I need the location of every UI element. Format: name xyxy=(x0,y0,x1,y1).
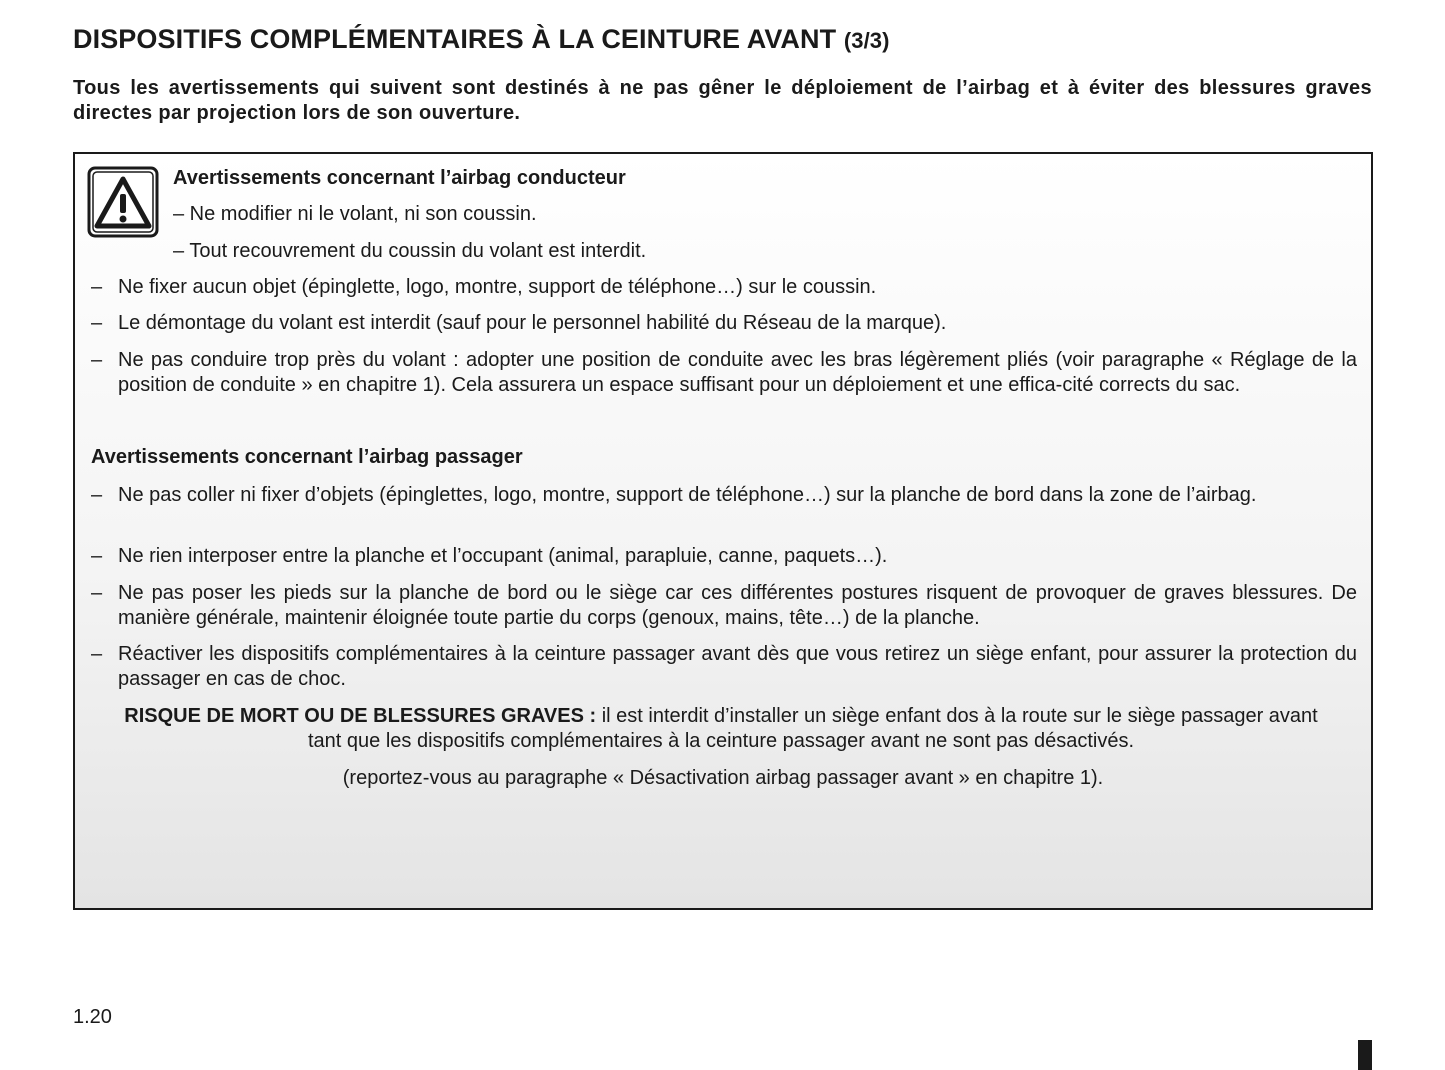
list-dash: – xyxy=(91,545,103,567)
driver-list-item-text: Ne pas conduire trop près du volant : adopter une position de conduite avec les bras légèrement pliés (voir paragraphe « Réglage de la position de conduite » en chapitre 1). Cela assurera un espace suffisant pour un déploiement et une effica-cité corrects du sac. xyxy=(118,349,1357,396)
driver-airbag-heading: Avertissements concernant l’airbag conducteur xyxy=(173,167,626,189)
driver-inline-item: – Ne modifier ni le volant, ni son coussin. xyxy=(173,203,537,225)
driver-list-item-text: Le démontage du volant est interdit (sauf pour le personnel habilité du Réseau de la marque). xyxy=(118,312,947,334)
passenger-list-item xyxy=(91,483,1357,508)
passenger-list-item-text: Ne pas coller ni fixer d’objets (épinglettes, logo, montre, support de téléphone…) sur la planche de bord dans la zone de l’airbag. xyxy=(118,484,1257,506)
passenger-list-item xyxy=(91,642,1357,692)
list-dash: – xyxy=(91,349,103,371)
list-dash: – xyxy=(91,643,103,665)
risk-notice-text: il est interdit d’installer un siège enfant dos à la route sur le siège passager avant tant que les dispositifs complémentaires à la ceinture passager avant ne sont pas désactivés. xyxy=(307,705,1318,752)
page-title xyxy=(73,24,890,55)
chapter-reference: (reportez-vous au paragraphe « Désactivation airbag passager avant » en chapitre 1). xyxy=(342,767,1104,789)
risk-notice-label: RISQUE DE MORT OU DE BLESSURES GRAVES : xyxy=(124,705,597,727)
list-dash: – xyxy=(91,484,103,506)
list-dash: – xyxy=(91,312,103,334)
passenger-list-item-text: Ne rien interposer entre la planche et l’occupant (animal, parapluie, canne, paquets…). xyxy=(118,545,888,567)
driver-list-item xyxy=(91,311,1357,336)
page-edge-marker xyxy=(1358,1040,1372,1070)
passenger-list-item xyxy=(91,544,1357,569)
page-title-text: DISPOSITIFS COMPLÉMENTAIRES À LA CEINTURE AVANT xyxy=(73,24,837,54)
list-dash: – xyxy=(91,276,103,298)
risk-notice xyxy=(115,704,1327,754)
passenger-list-item xyxy=(91,581,1357,631)
passenger-airbag-heading: Avertissements concernant l’airbag passager xyxy=(91,446,523,468)
driver-list-item xyxy=(91,348,1357,398)
warning-triangle-icon xyxy=(87,166,159,238)
intro-paragraph: Tous les avertissements qui suivent sont destinés à ne pas gêner le déploiement de l’airbag et à éviter des blessures graves directes par projection lors de son ouverture. xyxy=(73,77,1372,124)
driver-inline-item: – Tout recouvrement du coussin du volant est interdit. xyxy=(173,240,647,262)
warning-box xyxy=(73,152,1373,910)
page-title-part: (3/3) xyxy=(843,28,890,53)
passenger-list-item-text: Réactiver les dispositifs complémentaires à la ceinture passager avant dès que vous retirez un siège enfant, pour assurer la protection du passager en cas de choc. xyxy=(118,643,1357,690)
driver-list-item-text: Ne fixer aucun objet (épinglette, logo, montre, support de téléphone…) sur le coussin. xyxy=(118,276,877,298)
page-number: 1.20 xyxy=(73,1006,112,1028)
passenger-list-item-text: Ne pas poser les pieds sur la planche de bord ou le siège car ces différentes postures risquent de provoquer de graves blessures. De manière générale, maintenir éloignée toute partie du corps (genoux, mains, tête…) de la planche. xyxy=(118,582,1357,629)
list-dash: – xyxy=(91,582,103,604)
driver-list-item xyxy=(91,275,1357,300)
